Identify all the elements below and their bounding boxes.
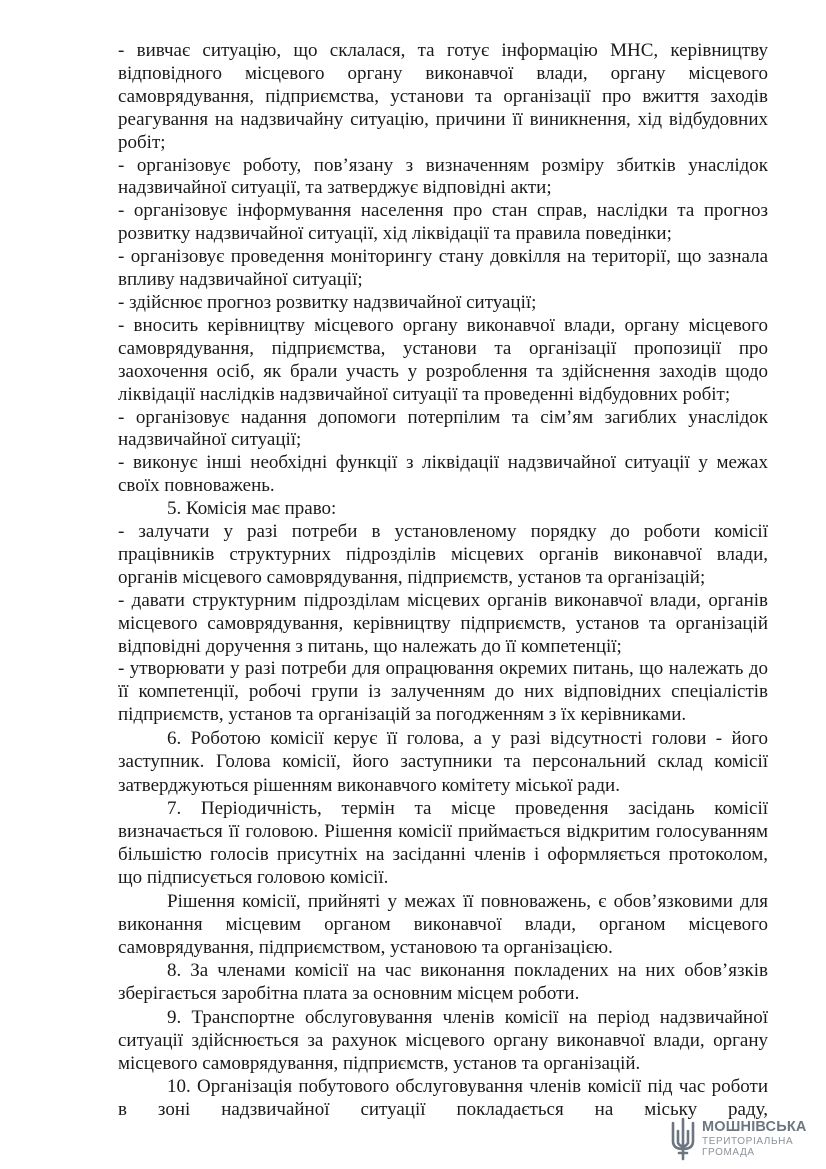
- logo-subtitle: ТЕРИТОРІАЛЬНА: [702, 1136, 794, 1147]
- logo-name: МОШНІВСЬКА: [702, 1119, 807, 1135]
- paragraph: - виконує інші необхідні функції з ліквідації надзвичайної ситуації у межах своїх повноважень.: [118, 452, 768, 497]
- trident-icon: [668, 1117, 698, 1161]
- paragraph: - організовує надання допомоги потерпілим та сім’ям загиблих унаслідок надзвичайної ситуації;: [118, 406, 768, 451]
- document-body: [118, 40, 768, 1122]
- paragraph: - організовує інформування населення про стан справ, наслідки та прогноз розвитку надзвичайної ситуації, хід ліквідації та правила поведінки;: [118, 200, 768, 245]
- paragraph: - вносить керівництву місцевого органу виконавчої влади, органу місцевого самоврядування, підприємства, установи та організації пропозиції про заохочення осіб, як брали участь у розроблення та здійснення заходів щодо ліквідації наслідків надзвичайної ситуації та проведенні відбудовних робіт;: [118, 314, 768, 405]
- paragraph: 8. За членами комісії на час виконання покладених на них обов’язків зберігається заробітна плата за основним місцем роботи.: [118, 960, 768, 1005]
- paragraph: - здійснює прогноз розвитку надзвичайної ситуації;: [118, 291, 537, 313]
- paragraph: Рішення комісії, прийняті у межах її повноважень, є обов’язковими для виконання місцевим органом виконавчої влади, органом місцевого самоврядування, підприємством, установою та організацією.: [118, 890, 768, 959]
- paragraph: - вивчає ситуацію, що склалася, та готує інформацію МНС, керівництву відповідного місцевого органу виконавчої влади, органу місцевого самоврядування, підприємства, установи та організації про вжиття заходів реагування на надзвичайну ситуацію, причини її виникнення, хід відбудовних робіт;: [118, 40, 768, 153]
- community-logo: [668, 1117, 808, 1161]
- section-heading: 5. Комісія має право:: [167, 498, 337, 520]
- paragraph: 9. Транспортне обслуговування членів комісії на період надзвичайної ситуації здійснюється за рахунок місцевого органу виконавчої влади, органу місцевого самоврядування, підприємств, установ та організацій.: [118, 1006, 768, 1075]
- paragraph-continued: 10. Організація побутового обслуговування членів комісії під час роботи в зоні надзвичайної ситуації покладається на міську раду,: [118, 1076, 768, 1121]
- paragraph: 7. Періодичність, термін та місце проведення засідань комісії визначається її головою. Рішення комісії приймається відкритим голосуванням більшістю голосів присутніх на засіданні членів і оформляється протоколом, що підписується головою комісії.: [118, 797, 768, 889]
- paragraph: - давати структурним підрозділам місцевих органів виконавчої влади, органів місцевого самоврядування, керівництву підприємств, установ та організацій відповідні доручення з питань, що належать до її компетенції;: [118, 589, 768, 657]
- logo-subtitle: ГРОМАДА: [702, 1147, 755, 1158]
- paragraph: 6. Роботою комісії керує її голова, а у разі відсутності голови - його заступник. Голова комісії, його заступники та персональний склад комісії затверджуються рішенням виконавчого комітету міської ради.: [118, 728, 768, 796]
- paragraph: - залучати у разі потреби в установленому порядку до роботи комісії працівників структурних підрозділів місцевих органів виконавчої влади, органів місцевого самоврядування, підприємств, установ та організацій;: [118, 521, 768, 588]
- paragraph: - організовує роботу, пов’язану з визначенням розміру збитків унаслідок надзвичайної ситуації, та затверджує відповідні акти;: [118, 154, 768, 199]
- paragraph: - організовує проведення моніторингу стану довкілля на території, що зазнала впливу надзвичайної ситуації;: [118, 246, 768, 291]
- paragraph: - утворювати у разі потреби для опрацювання окремих питань, що належать до її компетенції, робочі групи із залученням до них відповідних спеціалістів підприємств, установ та організацій за погодженням з їх керівниками.: [118, 658, 768, 726]
